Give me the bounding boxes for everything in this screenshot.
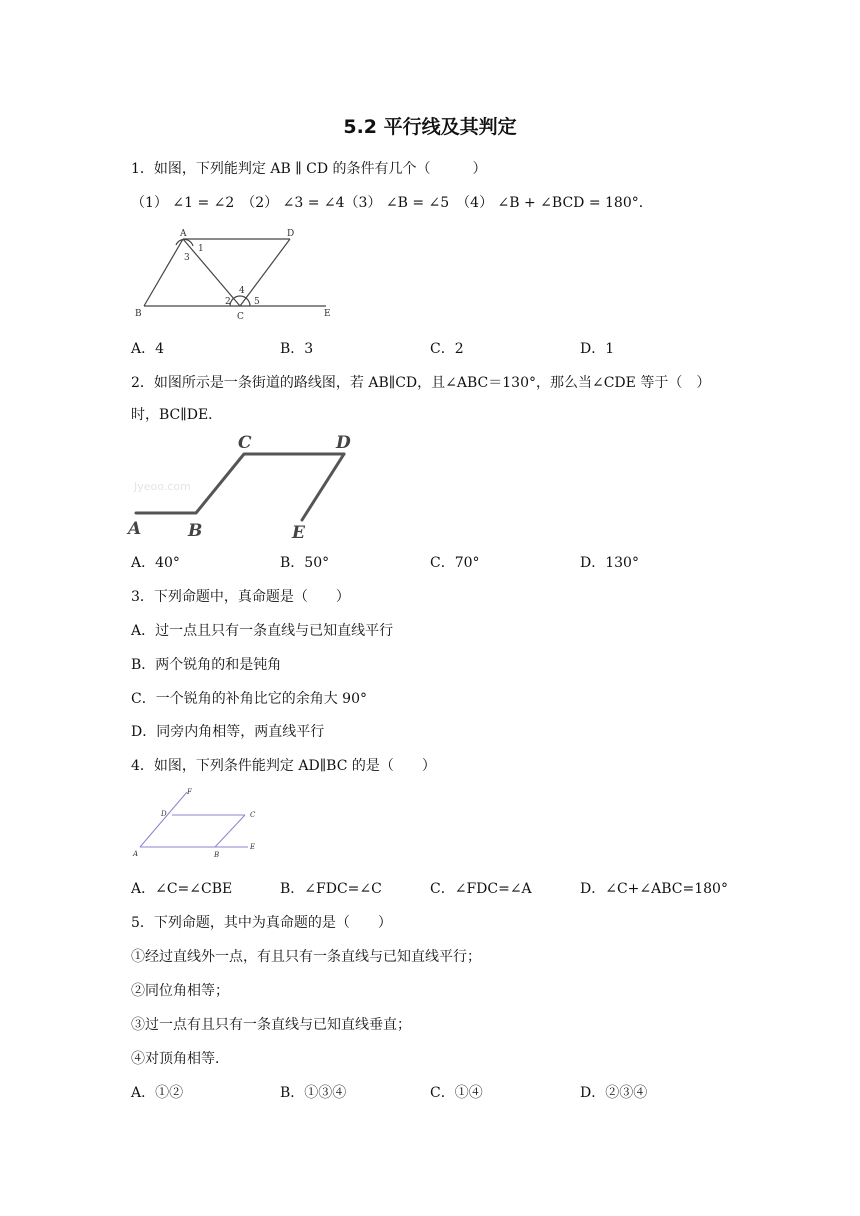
q1-option-d: D．1 bbox=[580, 341, 615, 357]
q2-option-a: A．40° bbox=[131, 555, 180, 571]
q1-label-E: E bbox=[324, 309, 331, 319]
q1-option-a: A．4 bbox=[131, 341, 165, 357]
q2-option-b: B．50° bbox=[280, 555, 330, 571]
q5-item-3: ③过一点有且只有一条直线与已知直线垂直； bbox=[131, 1017, 411, 1033]
q2-label-C: C bbox=[238, 433, 252, 453]
q1-label-5: 5 bbox=[254, 297, 260, 307]
q5-item-2: ②同位角相等； bbox=[131, 983, 229, 999]
q4-figure bbox=[130, 786, 265, 862]
q3-choice-c: C．一个锐角的补角比它的余角大 90° bbox=[131, 691, 367, 707]
q5-stem: 5．下列命题，其中为真命题的是（ ） bbox=[131, 915, 392, 931]
q4-label-B: B bbox=[214, 851, 220, 859]
q4-label-D: D bbox=[161, 810, 167, 818]
q3-choice-a: A．过一点且只有一条直线与已知直线平行 bbox=[131, 623, 394, 639]
q1-option-c: C．2 bbox=[430, 341, 464, 357]
q3-choice-b: B．两个锐角的和是钝角 bbox=[131, 657, 282, 673]
q2-label-A: A bbox=[128, 519, 142, 539]
q5-option-a: A．①② bbox=[131, 1085, 184, 1101]
page-title: 5.2 平行线及其判定 bbox=[343, 116, 517, 138]
q5-option-c: C．①④ bbox=[430, 1085, 483, 1101]
q2-label-E: E bbox=[292, 523, 305, 542]
q5-option-d: D．②③④ bbox=[580, 1085, 648, 1101]
q2-figure bbox=[126, 428, 366, 542]
q1-conditions: （1） ∠1 = ∠2 （2） ∠3 = ∠4（3） ∠B = ∠5 （4） ∠B + ∠BCD = 180°． bbox=[131, 195, 653, 211]
q2-watermark: Jyeoo.com bbox=[134, 480, 191, 493]
q1-label-2: 2 bbox=[225, 297, 231, 307]
q3-choice-d: D．同旁内角相等，两直线平行 bbox=[131, 724, 325, 740]
q4-option-c: C．∠FDC=∠A bbox=[430, 881, 532, 897]
q1-label-C: C bbox=[237, 312, 244, 322]
q4-label-A: A bbox=[133, 850, 139, 858]
q1-stem: 1．如图，下列能判定 AB ∥ CD 的条件有几个（ ） bbox=[131, 161, 487, 177]
q5-option-b: B．①③④ bbox=[280, 1085, 347, 1101]
q1-label-B: B bbox=[135, 309, 142, 319]
q4-option-d: D．∠C+∠ABC=180° bbox=[580, 881, 728, 897]
q1-label-A: A bbox=[180, 229, 187, 239]
q2-stem-line2: 时，BC∥DE． bbox=[131, 407, 223, 423]
q4-option-a: A．∠C=∠CBE bbox=[131, 881, 233, 897]
q2-label-B: B bbox=[188, 521, 203, 541]
q5-item-4: ④对顶角相等． bbox=[131, 1051, 229, 1067]
q1-label-3: 3 bbox=[184, 253, 190, 263]
q2-label-D: D bbox=[336, 433, 351, 453]
q5-item-1: ①经过直线外一点，有且只有一条直线与已知直线平行； bbox=[131, 949, 481, 965]
q2-option-d: D．130° bbox=[580, 555, 639, 571]
q4-label-F: F bbox=[187, 788, 192, 796]
q1-label-4: 4 bbox=[239, 286, 245, 296]
q1-option-b: B．3 bbox=[280, 341, 314, 357]
q2-option-c: C．70° bbox=[430, 555, 480, 571]
q1-label-1: 1 bbox=[198, 244, 204, 254]
q1-figure bbox=[130, 224, 340, 324]
q4-label-C: C bbox=[250, 811, 256, 819]
q2-stem-line1: 2．如图所示是一条街道的路线图，若 AB∥CD，且∠ABC＝130°，那么当∠CDE 等于（ ） bbox=[131, 375, 711, 391]
q1-label-D: D bbox=[287, 229, 295, 239]
q4-label-E: E bbox=[250, 843, 256, 851]
q4-stem: 4．如图，下列条件能判定 AD∥BC 的是（ ） bbox=[131, 758, 436, 774]
q3-stem: 3．下列命题中，真命题是（ ） bbox=[131, 589, 350, 605]
q4-option-b: B．∠FDC=∠C bbox=[280, 881, 382, 897]
